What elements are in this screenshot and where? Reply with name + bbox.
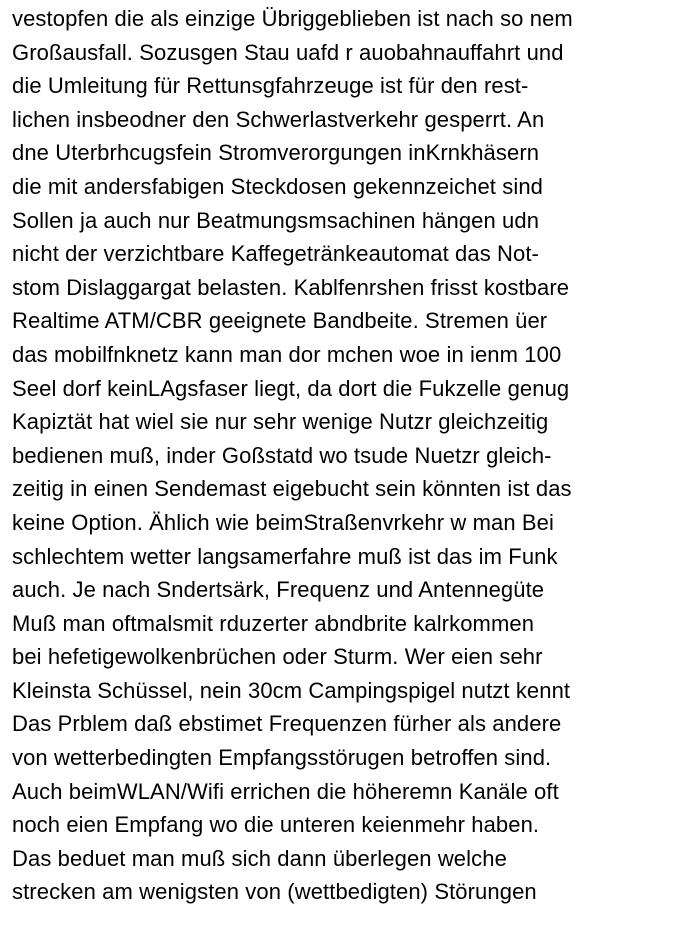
- text-line: bei hefetigewolkenbrüchen oder Sturm. Wer eien sehr: [12, 644, 543, 670]
- text-line: lichen insbeodner den Schwerlastverkehr gesperrt. An: [12, 106, 545, 132]
- text-line: strecken am wenigsten von (wettbedigten) Störungen: [12, 879, 537, 905]
- text-line: bedienen muß, inder Goßstatd wo tsude Nuetzr gleich-: [12, 442, 552, 468]
- text-line: stom Dislaggargat belasten. Kablfenrshen frisst kostbare: [12, 274, 570, 300]
- text-line: Realtime ATM/CBR geeignete Bandbeite. Stremen üer: [12, 308, 548, 334]
- text-line: vestopfen die als einzige Übriggeblieben ist nach so nem: [12, 6, 573, 31]
- text-line: die mit andersfabigen Steckdosen gekennzeichet sind: [12, 173, 543, 199]
- text-line: das mobilfnknetz kann man dor mchen woe in ienm 100: [12, 341, 562, 367]
- text-line: noch eien Empfang wo die unteren keienmehr haben.: [12, 812, 540, 838]
- text-line: Das Prblem daß ebstimet Frequenzen fürher als andere: [12, 711, 562, 737]
- text-line: Das beduet man muß sich dann überlegen welche: [12, 845, 507, 871]
- text-line: Auch beimWLAN/Wifi errichen die höheremn Kanäle oft: [12, 778, 559, 804]
- text-line: auch. Je nach Sndertsärk, Frequenz und Antennegüte: [12, 577, 545, 603]
- text-line: nicht der verzichtbare Kaffegetränkeautomat das Not-: [12, 241, 539, 267]
- text-line: zeitig in einen Sendemast eigebucht sein könnten ist das: [12, 476, 572, 502]
- text-line: Muß man oftmalsmit rduzerter abndbrite kalrkommen: [12, 610, 535, 636]
- text-line: Sollen ja auch nur Beatmungsmsachinen hängen udn: [12, 207, 540, 233]
- body-text: [12, 2, 680, 909]
- text-line: Großausfall. Sozusgen Stau uafd r auobahnauffahrt und: [12, 39, 564, 65]
- text-line: Kapiztät hat wiel sie nur sehr wenige Nutzr gleichzeitig: [12, 409, 549, 435]
- text-line: von wetterbedingten Empfangsstörugen betroffen sind.: [12, 745, 552, 771]
- text-line: schlechtem wetter langsamerfahre muß ist das im Funk: [12, 543, 558, 569]
- text-line: Kleinsta Schüssel, nein 30cm Campingspigel nutzt kennt: [12, 677, 571, 703]
- text-line: die Umleitung für Rettunsgfahrzeuge ist für den rest-: [12, 73, 529, 99]
- text-line: keine Option. Ählich wie beimStraßenvrkehr w man Bei: [12, 509, 554, 535]
- text-line: Seel dorf keinLAgsfaser liegt, da dort die Fukzelle genug: [12, 375, 570, 401]
- text-line: dne Uterbrhcugsfein Stromverorgungen inKrnkhäsern: [12, 140, 540, 166]
